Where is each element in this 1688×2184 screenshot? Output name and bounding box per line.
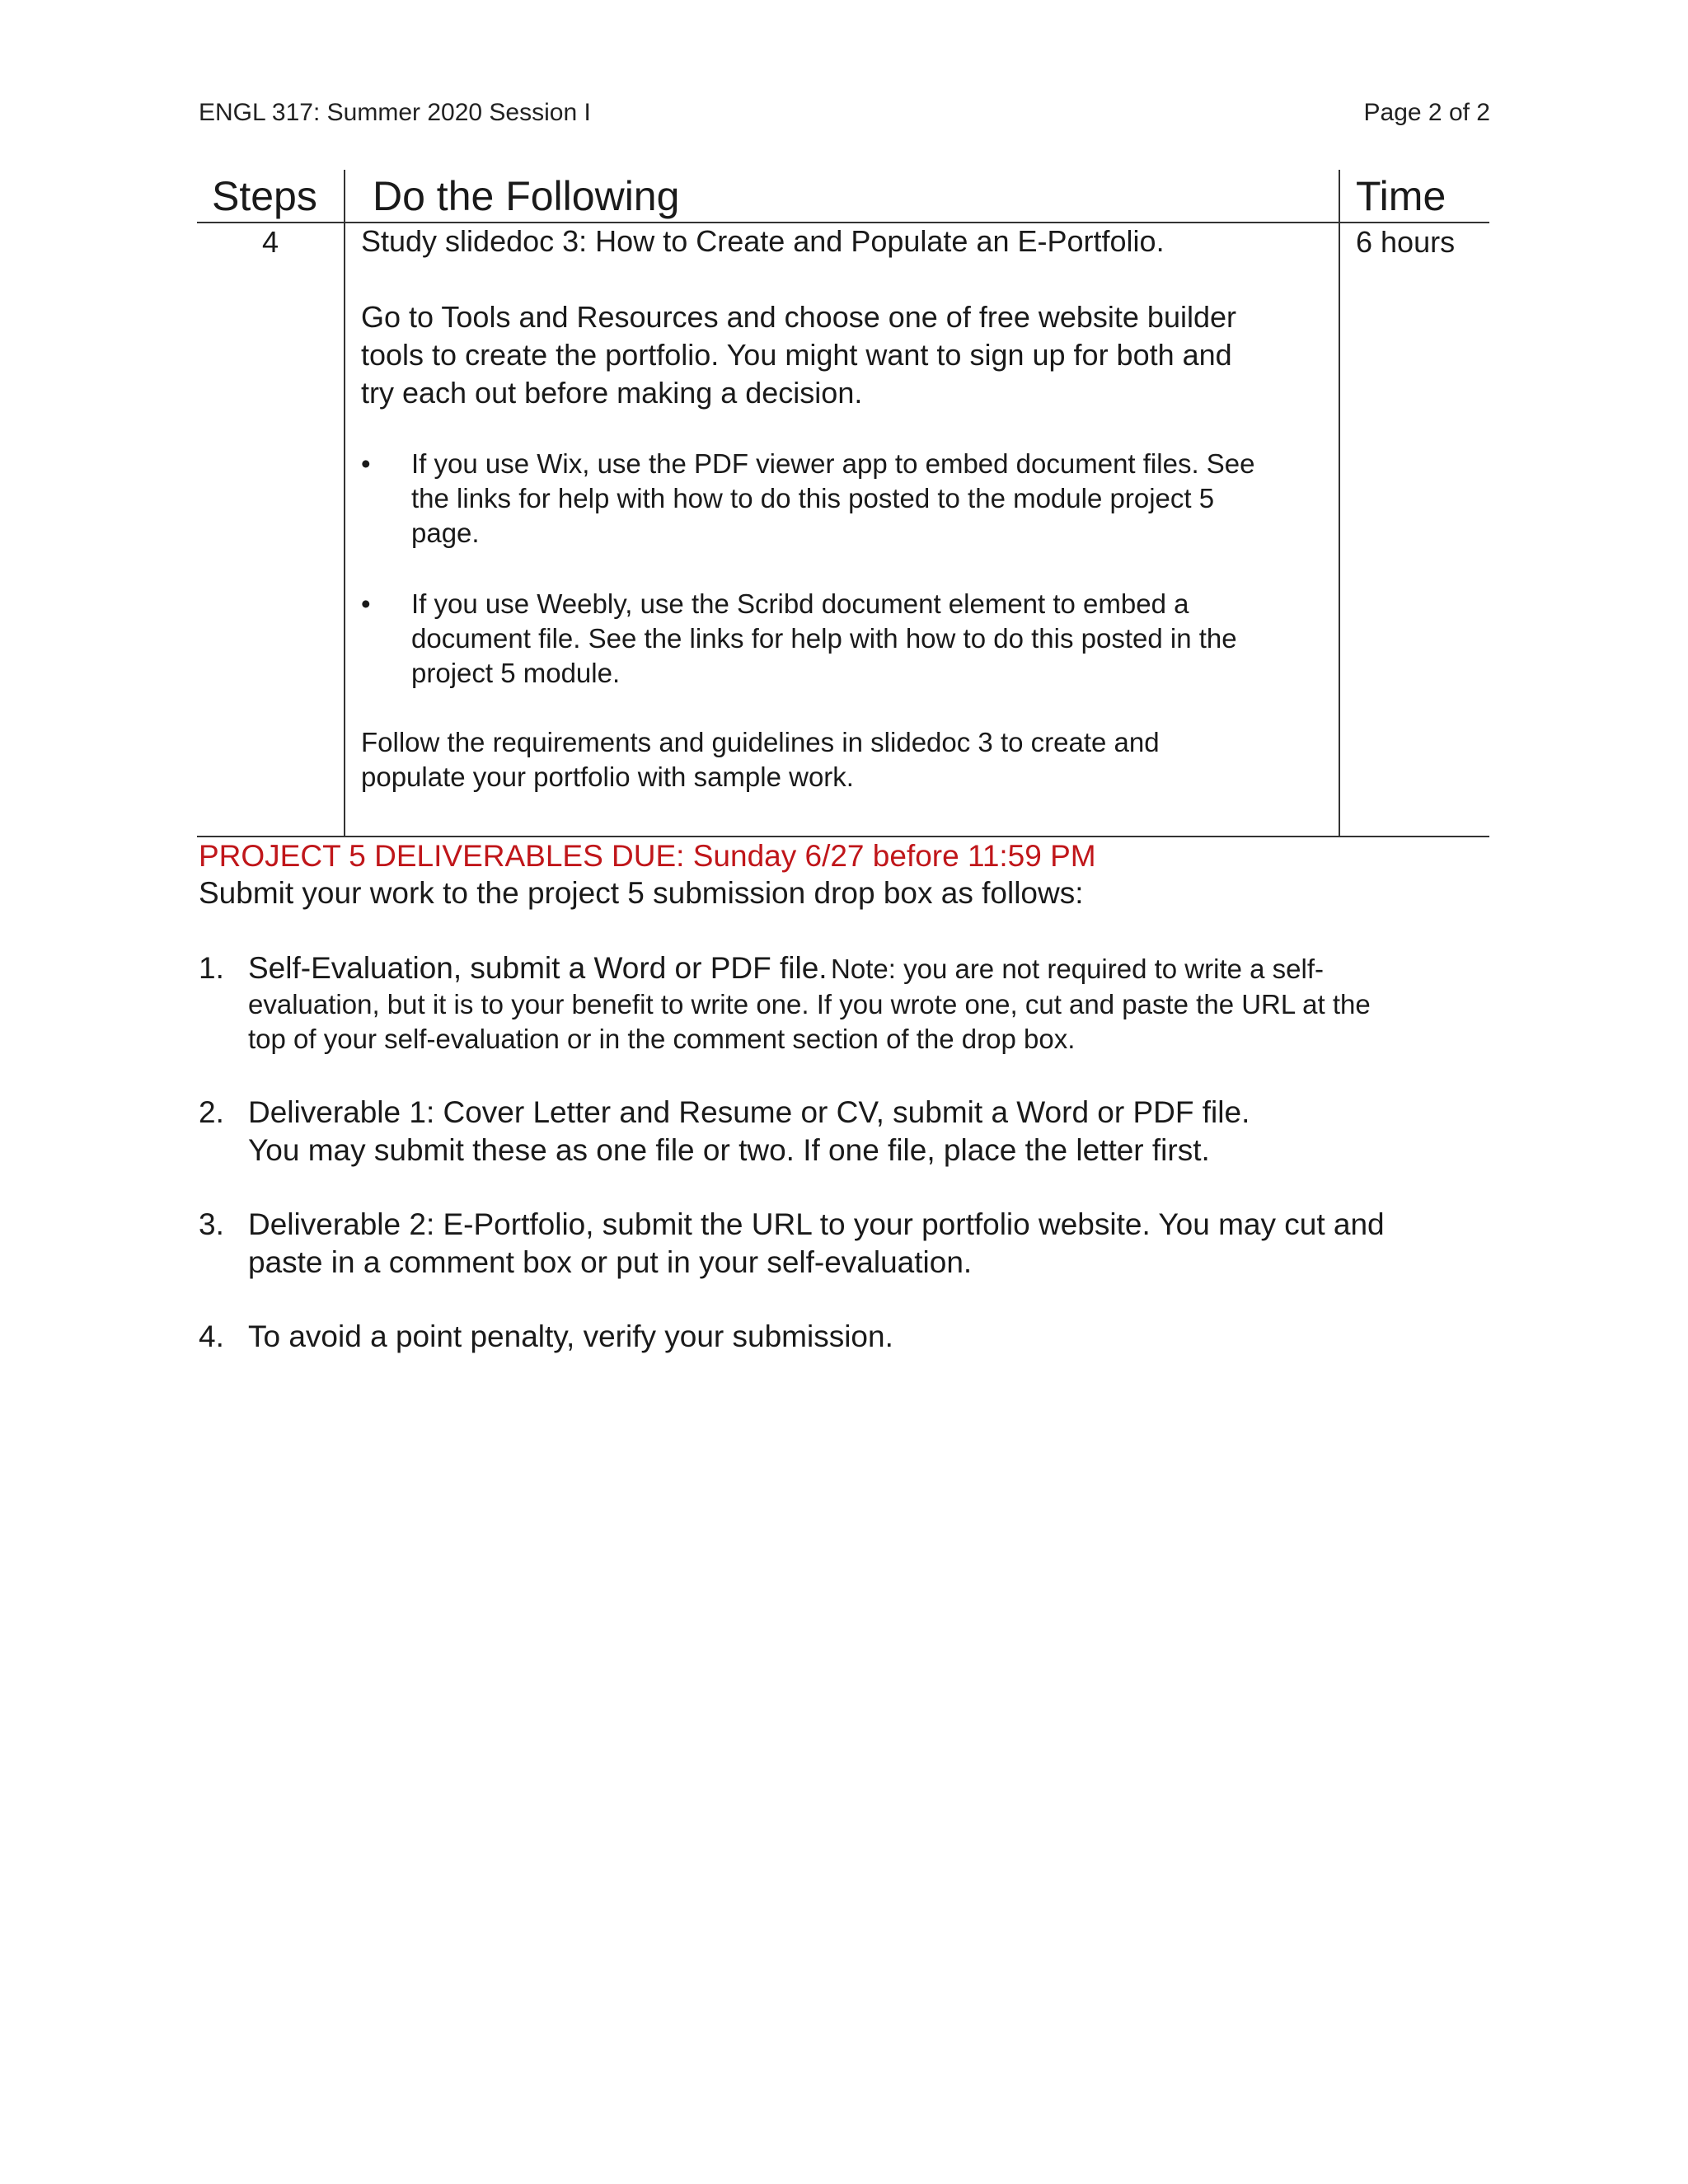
step-instructions bbox=[361, 223, 1325, 794]
column-header-time: Time bbox=[1356, 173, 1447, 219]
list-item bbox=[199, 1206, 1484, 1282]
list-item-line: Deliverable 2: E-Portfolio, submit the URL to your portfolio website. You may cut and bbox=[248, 1207, 1385, 1241]
list-item bbox=[361, 447, 1325, 551]
bullet-text-line: project 5 module. bbox=[411, 658, 621, 688]
bullet-icon: • bbox=[361, 588, 371, 619]
tools-text-line: try each out before making a decision. bbox=[361, 376, 863, 410]
column-divider bbox=[344, 170, 345, 837]
list-item-line: paste in a comment box or put in your self-evaluation. bbox=[248, 1245, 973, 1279]
tools-text-line: Go to Tools and Resources and choose one of free website builder bbox=[361, 300, 1236, 334]
steps-table bbox=[197, 170, 1489, 837]
list-item bbox=[361, 587, 1325, 691]
list-item-note: Note: you are not required to write a self- bbox=[831, 954, 1325, 984]
intro-text: Study slidedoc 3: How to Create and Populate an E-Portfolio. bbox=[361, 224, 1165, 258]
bullet-text-line: the links for help with how to do this posted to the module project 5 bbox=[411, 483, 1215, 513]
list-item bbox=[199, 949, 1484, 1057]
list-item-line: top of your self-evaluation or in the comment section of the drop box. bbox=[248, 1024, 1076, 1054]
list-number: 3. bbox=[199, 1207, 224, 1241]
list-item-line: You may submit these as one file or two. If one file, place the letter first. bbox=[248, 1133, 1210, 1167]
step-time: 6 hours bbox=[1356, 225, 1456, 259]
column-divider bbox=[1339, 170, 1340, 837]
step-number: 4 bbox=[261, 225, 279, 259]
follow-text-line: populate your portfolio with sample work. bbox=[361, 762, 854, 792]
column-header-steps: Steps bbox=[212, 173, 317, 219]
tools-text-line: tools to create the portfolio. You might want to sign up for both and bbox=[361, 338, 1232, 372]
page-number: Page 2 of 2 bbox=[1363, 99, 1490, 126]
list-item-line: evaluation, but it is to your benefit to write one. If you wrote one, cut and paste the URL at the bbox=[248, 989, 1371, 1019]
bullet-icon: • bbox=[361, 448, 371, 479]
column-header-do-the-following: Do the Following bbox=[373, 173, 680, 219]
bullet-text-line: If you use Weebly, use the Scribd document element to embed a bbox=[411, 588, 1189, 619]
bullet-text-line: document file. See the links for help with how to do this posted in the bbox=[411, 623, 1237, 654]
deliverables-due-heading: PROJECT 5 DELIVERABLES DUE: Sunday 6/27 before 11:59 PM bbox=[199, 839, 1096, 873]
list-item-line: Deliverable 1: Cover Letter and Resume or CV, submit a Word or PDF file. bbox=[248, 1095, 1250, 1129]
course-header: ENGL 317: Summer 2020 Session I bbox=[199, 99, 591, 126]
submission-intro: Submit your work to the project 5 submission drop box as follows: bbox=[199, 876, 1084, 910]
list-item bbox=[199, 1318, 1484, 1356]
list-number: 1. bbox=[199, 951, 224, 985]
follow-text-line: Follow the requirements and guidelines in slidedoc 3 to create and bbox=[361, 727, 1160, 757]
bullet-text-line: If you use Wix, use the PDF viewer app to embed document files. See bbox=[411, 448, 1255, 479]
bullet-text-line: page. bbox=[411, 518, 480, 548]
list-number: 4. bbox=[199, 1319, 224, 1353]
list-item-lead: Self-Evaluation, submit a Word or PDF file. bbox=[248, 951, 828, 985]
list-item bbox=[199, 1094, 1484, 1169]
list-item-line: To avoid a point penalty, verify your submission. bbox=[248, 1319, 893, 1353]
list-number: 2. bbox=[199, 1095, 224, 1129]
